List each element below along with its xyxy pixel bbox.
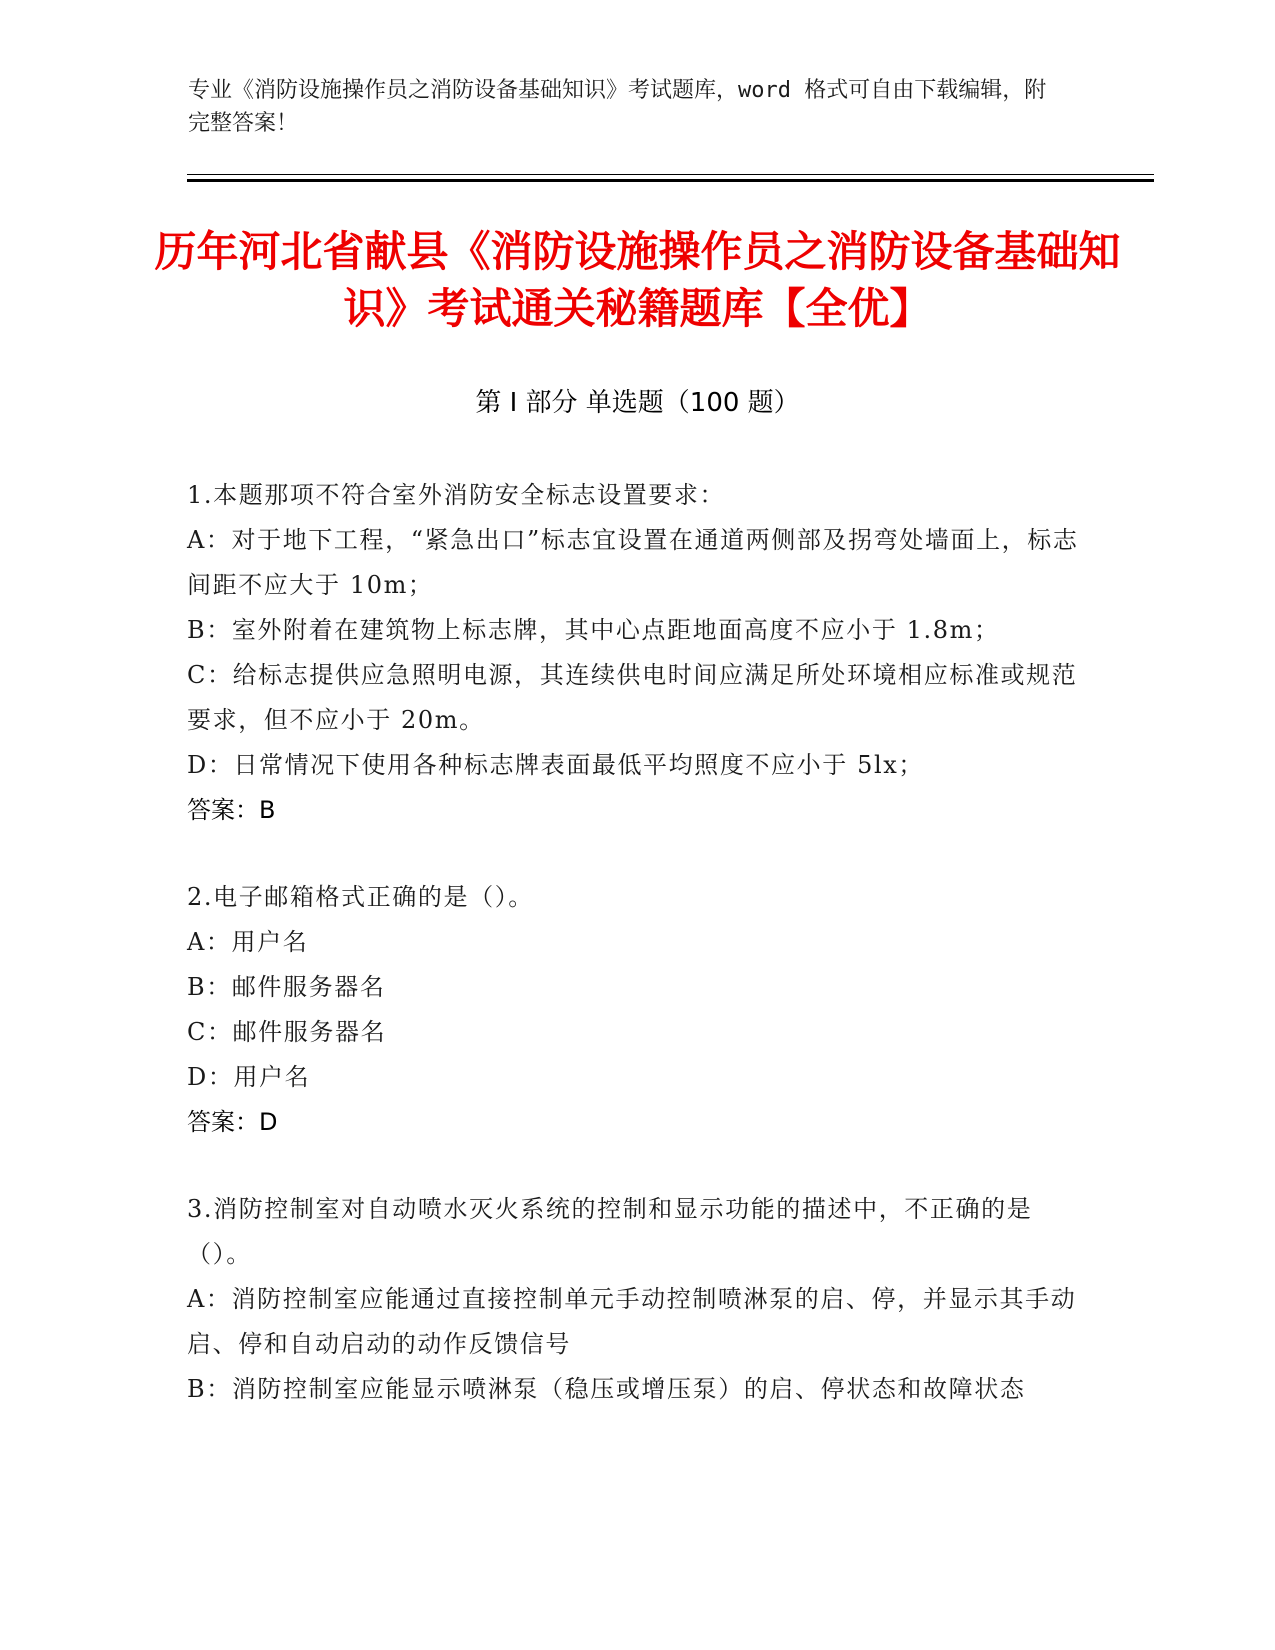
option-b: B：室外附着在建筑物上标志牌，其中心点距地面高度不应小于 1.8m；	[187, 616, 1000, 644]
option-b: B：邮件服务器名	[187, 973, 386, 1001]
option-a: A：对于地下工程，“紧急出口”标志宜设置在通道两侧部及拐弯处墙面上，标志间距不应大于 10m；	[187, 526, 1079, 599]
question-2	[187, 875, 1087, 1145]
option-a: A：用户名	[187, 928, 309, 956]
option-b: B：消防控制室应能显示喷淋泵（稳压或增压泵）的启、停状态和故障状态	[187, 1375, 1026, 1403]
option-c: C：邮件服务器名	[187, 1018, 387, 1046]
option-a: A：消防控制室应能通过直接控制单元手动控制喷淋泵的启、停，并显示其手动启、停和自动启动的动作反馈信号	[187, 1285, 1077, 1358]
document-title: 历年河北省献县《消防设施操作员之消防设备基础知识》考试通关秘籍题库【全优】	[154, 227, 1121, 333]
question-1	[187, 473, 1087, 833]
option-d: D：用户名	[187, 1063, 311, 1091]
option-c: C：给标志提供应急照明电源，其连续供电时间应满足所处环境相应标准或规范要求，但不应小于 20m。	[187, 661, 1078, 734]
question-stem: 1.本题那项不符合室外消防安全标志设置要求：	[187, 481, 726, 509]
header-divider-thick	[187, 179, 1154, 182]
question-list	[187, 473, 1087, 1454]
section-heading: 第 I 部分 单选题（100 题）	[475, 388, 800, 418]
question-stem: 2.电子邮箱格式正确的是（）。	[187, 883, 534, 911]
header-divider-thin	[187, 174, 1154, 175]
answer: 答案：B	[187, 796, 276, 824]
header-note: 专业《消防设施操作员之消防设备基础知识》考试题库，word 格式可自由下载编辑，附完整答案！	[188, 78, 1047, 136]
option-d: D：日常情况下使用各种标志牌表面最低平均照度不应小于 5lx；	[187, 751, 924, 779]
question-stem: 3.消防控制室对自动喷水灭火系统的控制和显示功能的描述中，不正确的是（）。	[187, 1195, 1033, 1268]
answer: 答案：D	[187, 1108, 278, 1136]
question-3	[187, 1187, 1087, 1412]
